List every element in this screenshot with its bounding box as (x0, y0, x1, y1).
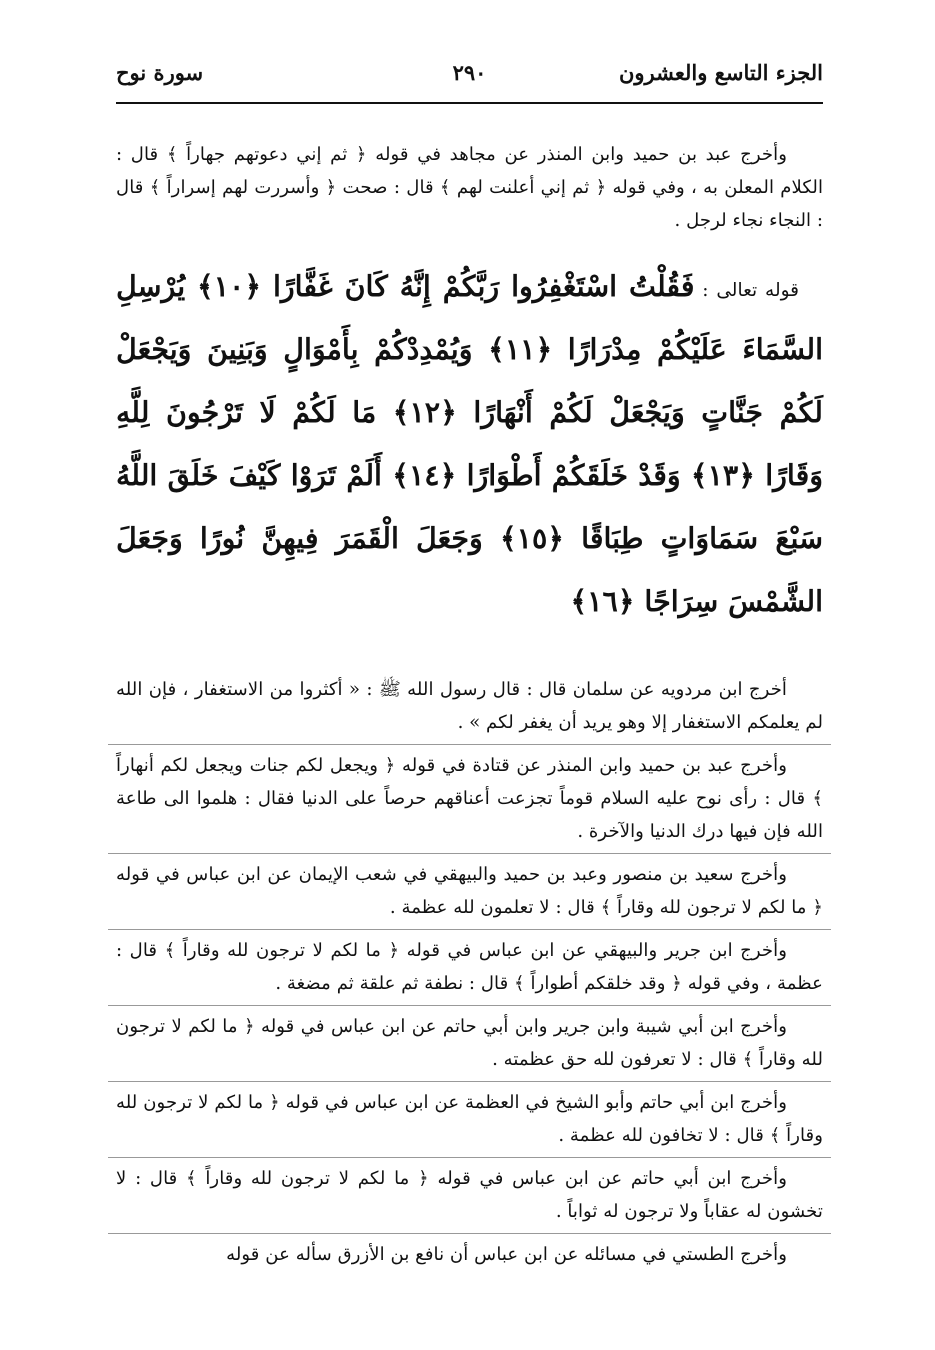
paragraph: وأخرج الطستي في مسائله عن ابن عباس أن نافع بن الأزرق سأله عن قوله (226, 1244, 787, 1265)
paragraph: وأخرج سعيد بن منصور وعبد بن حميد والبيهقي في شعب الإيمان عن ابن عباس في قوله ﴿ ما لكم لا ترجون لله وقاراً ﴾ قال : لا تعلمون لله عظمة . (116, 864, 823, 918)
paragraph-separator (108, 853, 831, 854)
section-gap (116, 651, 823, 673)
paragraph-separator (108, 744, 831, 745)
paragraph-separator (108, 929, 831, 930)
header-rule (116, 102, 823, 104)
page-number: ٢٩٠ (452, 60, 487, 85)
surah-title: سورة نوح (116, 60, 204, 85)
page-header (116, 58, 823, 98)
paragraph: وأخرج ابن أبي شيبة وابن جرير وابن أبي حاتم عن ابن عباس في قوله ﴿ ما لكم لا ترجون لله وقاراً ﴾ قال : لا تعرفون لله حق عظمته . (116, 1016, 823, 1070)
paragraph-separator (108, 1157, 831, 1158)
page-body (116, 138, 823, 1271)
paragraph: وأخرج عبد بن حميد وابن المنذر عن قتادة في قوله ﴿ ويجعل لكم جنات ويجعل لكم أنهاراً ﴾ قال : رأى نوح عليه السلام قوماً تجزعت أعناقهم حرصاً على الدنيا فقال : هلموا الى طاعة الله فإن فيها درك الدنيا والآخرة . (116, 755, 823, 842)
paragraph-separator (108, 1005, 831, 1006)
paragraph: أخرج ابن مردويه عن سلمان قال : قال رسول الله ﷺ : « أكثروا من الاستغفار ، فإن الله لم يعلمكم الاستغفار إلا وهو يريد أن يغفر لكم » . (116, 679, 823, 733)
verse-intro: قوله تعالى : (702, 280, 799, 301)
paragraph: وأخرج عبد بن حميد وابن المنذر عن مجاهد في قوله ﴿ ثم إني دعوتهم جهاراً ﴾ قال : الكلام المعلن به ، وفي قوله ﴿ ثم إني أعلنت لهم ﴾ قال : صحت ﴿ وأسررت لهم إسراراً ﴾ قال : النجاء نجاء لرجل . (116, 144, 823, 231)
quran-verse-block (116, 257, 823, 635)
paragraph: وأخرج ابن أبي حاتم عن ابن عباس في قوله ﴿ ما لكم لا ترجون لله وقاراً ﴾ قال : لا تخشون له عقاباً ولا ترجون له ثواباً . (116, 1168, 823, 1222)
paragraph: وأخرج ابن أبي حاتم وأبو الشيخ في العظمة عن ابن عباس في قوله ﴿ ما لكم لا ترجون لله وقاراً ﴾ قال : لا تخافون لله عظمة . (116, 1092, 823, 1146)
part-title: الجزء التاسع والعشرون (618, 60, 823, 85)
verse-text: فَقُلْتُ اسْتَغْفِرُوا رَبَّكُمْ إِنَّهُ كَانَ غَفَّارًا ﴿١٠﴾ يُرْسِلِ السَّمَاءَ عَلَيْكُمْ مِدْرَارًا ﴿١١﴾ وَيُمْدِدْكُمْ بِأَمْوَالٍ وَبَنِينَ وَيَجْعَلْ لَكُمْ جَنَّاتٍ وَيَجْعَلْ لَكُمْ أَنْهَارًا ﴿١٢﴾ مَا لَكُمْ لَا تَرْجُونَ لِلَّهِ وَقَارًا ﴿١٣﴾ وَقَدْ خَلَقَكُمْ أَطْوَارًا ﴿١٤﴾ أَلَمْ تَرَوْا كَيْفَ خَلَقَ اللَّهُ سَبْعَ سَمَاوَاتٍ طِبَاقًا ﴿١٥﴾ وَجَعَلَ الْقَمَرَ فِيهِنَّ نُورًا وَجَعَلَ الشَّمْسَ سِرَاجًا ﴿١٦﴾ (116, 269, 824, 618)
paragraph-separator (108, 1233, 831, 1234)
paragraph-separator (108, 1081, 831, 1082)
paragraph: وأخرج ابن جرير والبيهقي عن ابن عباس في قوله ﴿ ما لكم لا ترجون لله وقاراً ﴾ قال : عظمة ، وفي قوله ﴿ وقد خلقكم أطواراً ﴾ قال : نطفة ثم علقة ثم مضغة . (116, 940, 823, 994)
